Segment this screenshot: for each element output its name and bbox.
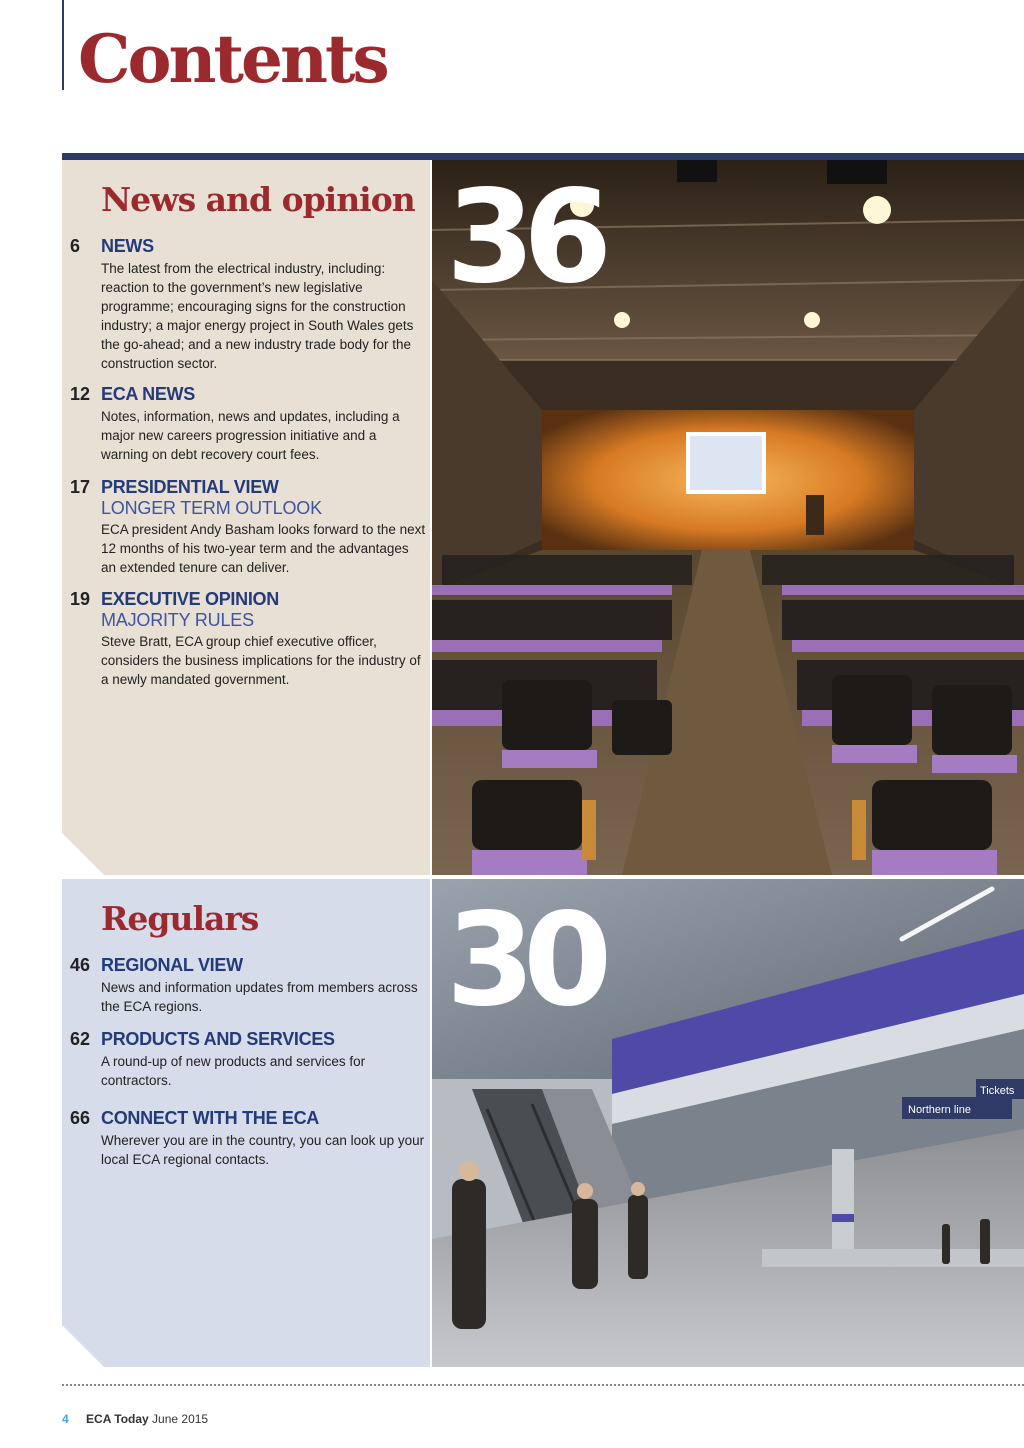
entry-description: Wherever you are in the country, you can look up your local ECA regional contacts. <box>101 1133 425 1167</box>
entry-page-number: 62 <box>70 1029 91 1049</box>
entry-page-number: 12 <box>70 384 91 404</box>
contents-entry-eca-news[interactable] <box>70 384 426 464</box>
top-divider-bar <box>62 153 1024 160</box>
contents-entry-connect-with-the-eca[interactable] <box>70 1108 426 1169</box>
contents-entry-news[interactable] <box>70 236 426 373</box>
entry-page-number: 17 <box>70 477 91 497</box>
title-rule <box>62 0 64 90</box>
feature-page-number: 30 <box>446 886 601 1035</box>
entry-heading: ECA NEWS <box>101 384 195 404</box>
station-sign-tickets: Tickets <box>980 1085 1015 1097</box>
entry-description: A round-up of new products and services for contractors. <box>101 1054 366 1088</box>
footer-divider <box>62 1384 1024 1386</box>
entry-heading: PRODUCTS AND SERVICES <box>101 1029 335 1049</box>
regulars-section-title: Regulars <box>101 899 259 938</box>
feature-image-station[interactable] <box>432 879 1024 1367</box>
entry-heading: NEWS <box>101 236 154 256</box>
entry-description: Notes, information, news and updates, including a major new careers progression initiative and a warning on debt recovery court fees. <box>101 409 400 462</box>
page-footer <box>62 1412 208 1426</box>
contents-entry-executive-opinion[interactable] <box>70 589 426 689</box>
feature-page-number: 36 <box>446 163 601 312</box>
feature-image-conference-hall[interactable] <box>432 160 1024 875</box>
entry-description: Steve Bratt, ECA group chief executive officer, considers the business implications for the industry of a newly mandated government. <box>101 634 421 687</box>
entry-page-number: 66 <box>70 1108 91 1128</box>
entry-subheading: LONGER TERM OUTLOOK <box>101 498 322 518</box>
page-title: Contents <box>78 20 387 98</box>
footer-page-number: 4 <box>62 1412 69 1426</box>
entry-heading: CONNECT WITH THE ECA <box>101 1108 319 1128</box>
entry-description: ECA president Andy Basham looks forward to the next 12 months of his two-year term and the advantages an extended tenure can deliver. <box>101 522 426 575</box>
entry-page-number: 6 <box>70 236 81 256</box>
footer-issue-date: June 2015 <box>152 1412 209 1426</box>
entry-description: The latest from the electrical industry, including: reaction to the government’s new legislative programme; encouraging signs for the construction industry; a major energy project in South Wales gets the go-ahead; and a new industry trade body for the construction sector. <box>101 261 414 371</box>
footer-magazine-name: ECA Today <box>86 1412 149 1426</box>
entry-subheading: MAJORITY RULES <box>101 610 254 630</box>
contents-entry-products-and-services[interactable] <box>70 1029 426 1090</box>
entry-page-number: 46 <box>70 955 91 975</box>
news-section-title: News and opinion <box>101 180 415 219</box>
station-sign-northern-line: Northern line <box>908 1104 971 1116</box>
contents-entry-presidential-view[interactable] <box>70 477 426 577</box>
contents-entry-regional-view[interactable] <box>70 955 426 1016</box>
entry-heading: EXECUTIVE OPINION <box>101 589 279 609</box>
entry-page-number: 19 <box>70 589 91 609</box>
entry-heading: PRESIDENTIAL VIEW <box>101 477 279 497</box>
entry-description: News and information updates from members across the ECA regions. <box>101 980 418 1014</box>
entry-heading: REGIONAL VIEW <box>101 955 243 975</box>
